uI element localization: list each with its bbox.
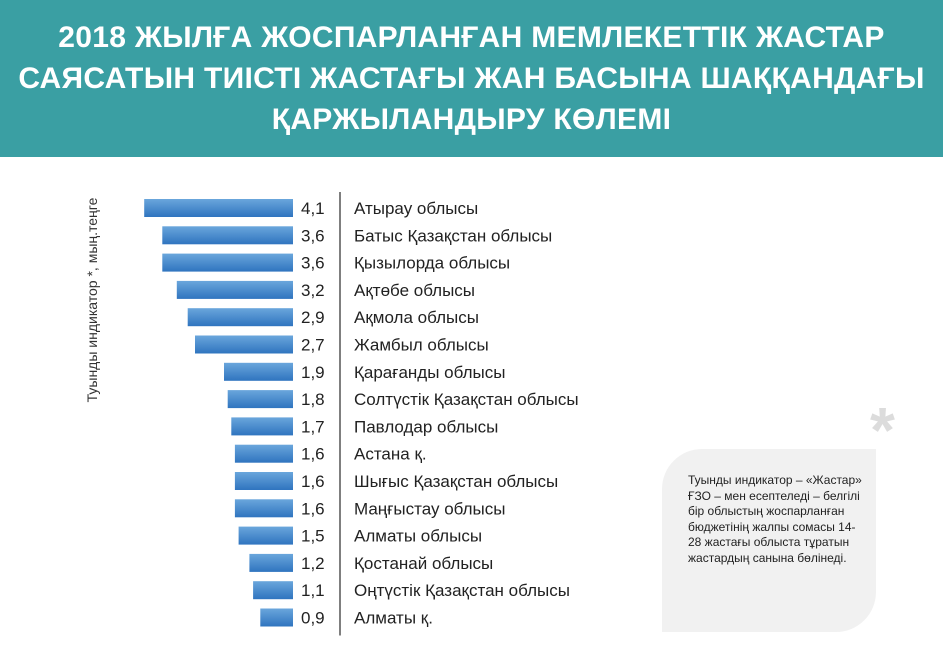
value-label-15: 1,1 [301,581,325,601]
value-label-12: 1,6 [301,499,325,519]
bar-15 [253,581,293,599]
value-label-7: 1,9 [301,362,325,382]
category-label-10: Астана қ. [354,444,427,464]
category-label-14: Қостанай облысы [354,553,494,573]
value-label-2: 3,6 [301,226,325,246]
value-label-14: 1,2 [301,553,325,573]
bar-13 [239,527,293,545]
category-label-13: Алматы облысы [354,526,483,546]
bar-1 [144,199,293,217]
title-line-1: 2018 ЖЫЛҒА ЖОСПАРЛАНҒАН МЕМЛЕКЕТТІК ЖАСТАР [58,21,885,54]
bar-9 [231,417,293,435]
category-label-7: Қарағанды облысы [354,362,506,382]
value-label-13: 1,5 [301,526,325,546]
title-line-3: ҚАРЖЫЛАНДЫРУ КӨЛЕМІ [271,103,672,136]
bar-4 [177,281,293,299]
category-label-11: Шығыс Қазақстан облысы [354,472,559,491]
category-label-5: Ақмола облысы [354,308,479,328]
bar-11 [235,472,293,490]
category-label-6: Жамбыл облысы [354,335,489,355]
bar-16 [260,609,293,627]
value-label-8: 1,8 [301,390,325,410]
bar-2 [162,226,293,244]
bar-3 [162,254,293,272]
category-label-12: Маңғыстау облысы [354,499,506,519]
note-text: Туынды индикатор – «Жастар» ҒЗО – мен есептеледі – белгілі бір облыстың жоспарланған бюджетінің жалпы сомасы 14-28 жастағы облыста тұратын жастардың санына бөлінеді. [688,473,862,565]
value-label-10: 1,6 [301,444,325,464]
bar-14 [249,554,293,572]
value-label-6: 2,7 [301,335,325,355]
y-axis-label-text: Туынды индикатор *, мың.теңге [84,197,100,403]
bar-10 [235,445,293,463]
bar-7 [224,363,293,381]
value-label-11: 1,6 [301,472,325,491]
bar-12 [235,499,293,517]
category-label-1: Атырау облысы [354,199,479,218]
category-label-2: Батыс Қазақстан облысы [354,226,553,246]
title-line-2: САЯСАТЫН ТИІСТІ ЖАСТАҒЫ ЖАН БАСЫНА ШАҚҚАНДАҒЫ [18,62,925,95]
category-label-8: Солтүстік Қазақстан облысы [354,390,579,410]
value-label-16: 0,9 [301,608,325,628]
category-label-3: Қызылорда облысы [354,253,511,273]
value-label-4: 3,2 [301,280,325,300]
asterisk-icon: * [870,394,895,466]
value-label-3: 3,6 [301,253,325,273]
value-label-1: 4,1 [301,199,325,218]
category-label-4: Ақтөбе облысы [354,280,476,300]
value-label-9: 1,7 [301,417,325,437]
category-label-15: Оңтүстік Қазақстан облысы [354,581,570,601]
category-label-16: Алматы қ. [354,608,433,628]
bar-8 [228,390,293,408]
bar-5 [188,308,293,326]
bar-6 [195,336,293,354]
value-label-5: 2,9 [301,308,325,328]
category-label-9: Павлодар облысы [354,417,499,437]
